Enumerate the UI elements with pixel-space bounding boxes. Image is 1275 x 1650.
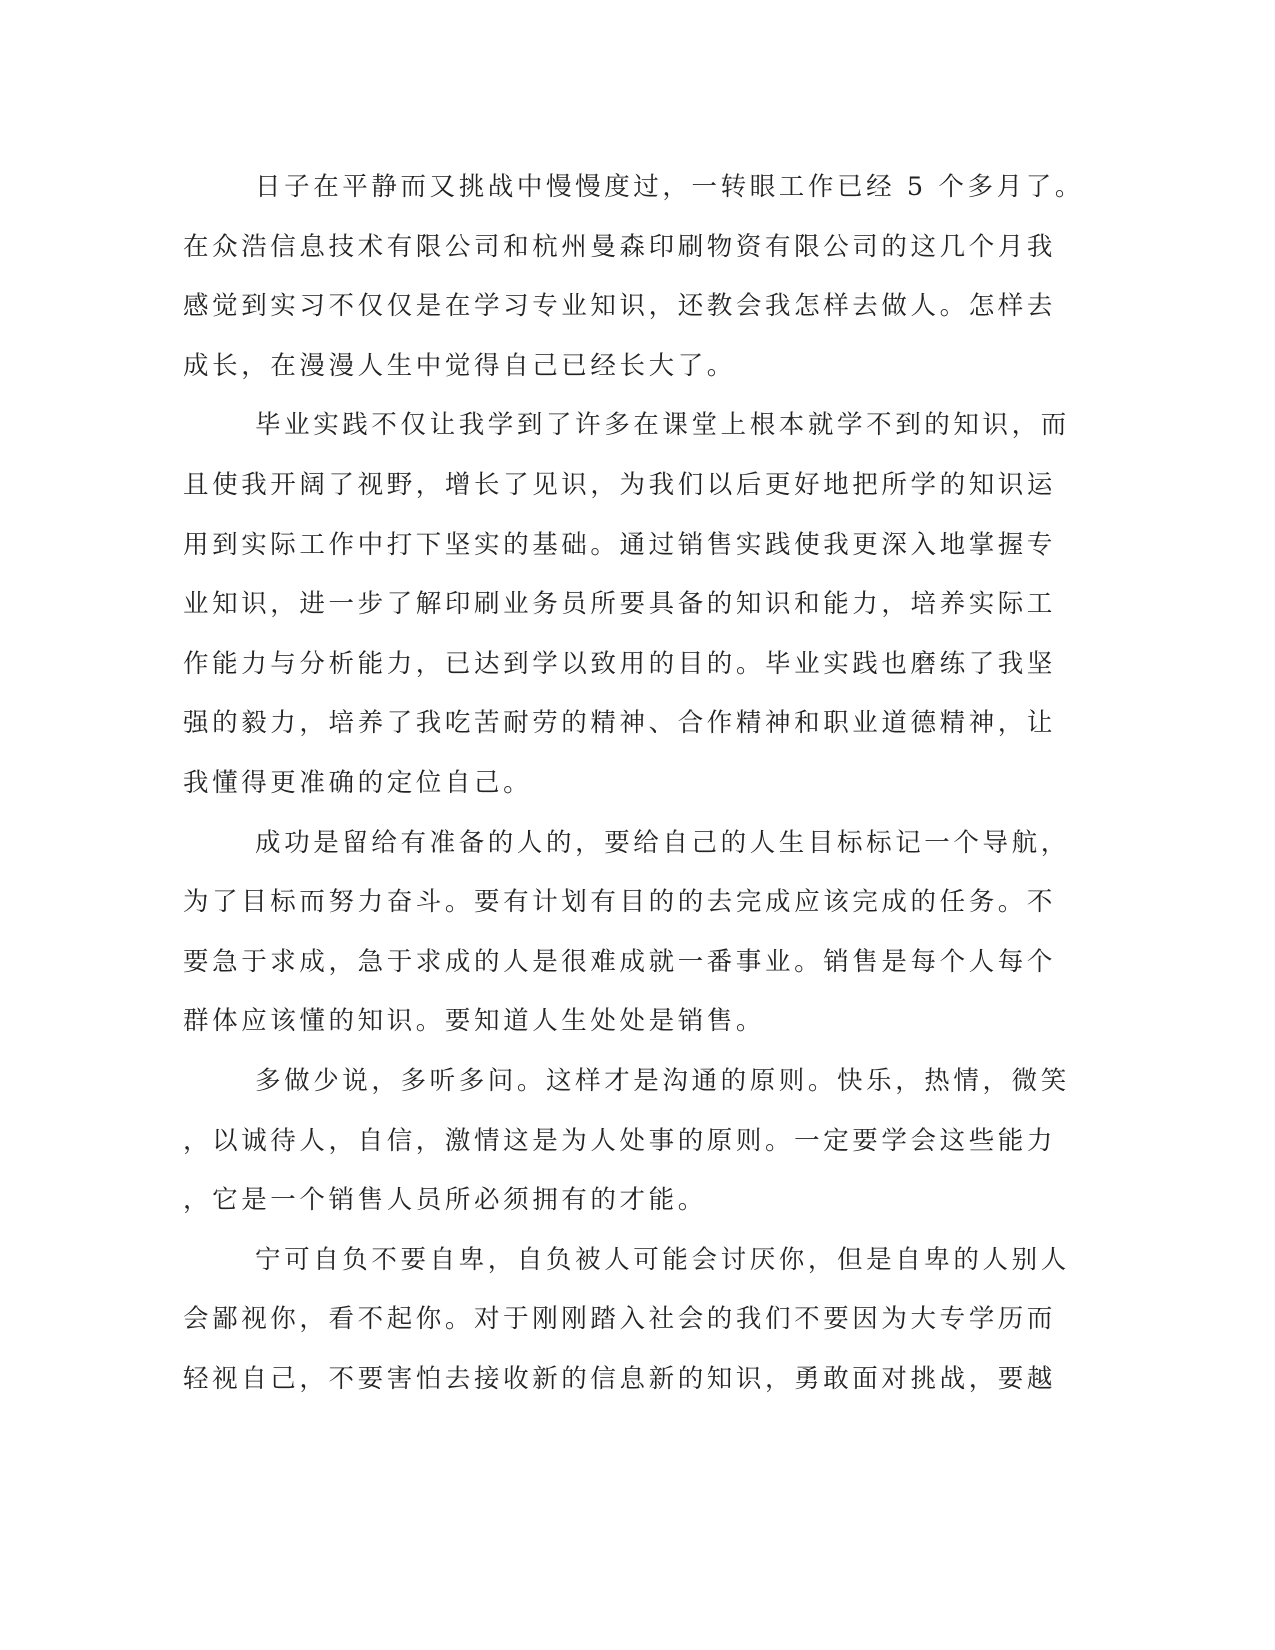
text-line: 轻视自己，不要害怕去接收新的信息新的知识，勇敢面对挑战，要越 — [183, 1363, 1057, 1394]
text-line: 在众浩信息技术有限公司和杭州曼森印刷物资有限公司的这几个月我 — [183, 231, 1057, 262]
text-line: 我懂得更准确的定位自己。 — [183, 767, 533, 798]
paragraph-4 — [183, 1052, 1070, 1231]
text-line: 用到实际工作中打下坚实的基础。通过销售实践使我更深入地掌握专 — [183, 529, 1057, 560]
text-line: 要急于求成，急于求成的人是很难成就一番事业。销售是每个人每个 — [183, 946, 1057, 977]
text-line: 成功是留给有准备的人的，要给自己的人生目标标记一个导航， — [255, 827, 1070, 858]
paragraph-3 — [183, 814, 1070, 1052]
text-line: ，它是一个销售人员所必须拥有的才能。 — [183, 1185, 707, 1216]
paragraph-5 — [183, 1231, 1070, 1410]
paragraph-1 — [183, 158, 1084, 396]
document-body — [183, 158, 1084, 1409]
text-line: 作能力与分析能力，已达到学以致用的目的。毕业实践也磨练了我坚 — [183, 648, 1057, 679]
text-line: 且使我开阔了视野，增长了见识，为我们以后更好地把所学的知识运 — [183, 469, 1057, 500]
text-line: 业知识，进一步了解印刷业务员所要具备的知识和能力，培养实际工 — [183, 589, 1057, 620]
text-line: 强的毅力，培养了我吃苦耐劳的精神、合作精神和职业道德精神，让 — [183, 708, 1057, 739]
text-line: 会鄙视你，看不起你。对于刚刚踏入社会的我们不要因为大专学历而 — [183, 1304, 1057, 1335]
text-line: 宁可自负不要自卑，自负被人可能会讨厌你，但是自卑的人别人 — [255, 1244, 1070, 1275]
text-line: 日子在平静而又挑战中慢慢度过，一转眼工作已经 5 个多月了。 — [255, 172, 1084, 202]
text-line: 多做少说，多听多问。这样才是沟通的原则。快乐，热情，微笑 — [255, 1065, 1070, 1096]
text-line: 为了目标而努力奋斗。要有计划有目的的去完成应该完成的任务。不 — [183, 887, 1057, 918]
text-line: 群体应该懂的知识。要知道人生处处是销售。 — [183, 1006, 766, 1037]
text-line: 毕业实践不仅让我学到了许多在课堂上根本就学不到的知识，而 — [255, 410, 1070, 441]
text-line: 成长，在漫漫人生中觉得自己已经长大了。 — [183, 350, 736, 381]
paragraph-2 — [183, 396, 1070, 813]
text-line: ，以诚待人，自信，激情这是为人处事的原则。一定要学会这些能力 — [183, 1125, 1057, 1156]
text-line: 感觉到实习不仅仅是在学习专业知识，还教会我怎样去做人。怎样去 — [183, 291, 1057, 322]
